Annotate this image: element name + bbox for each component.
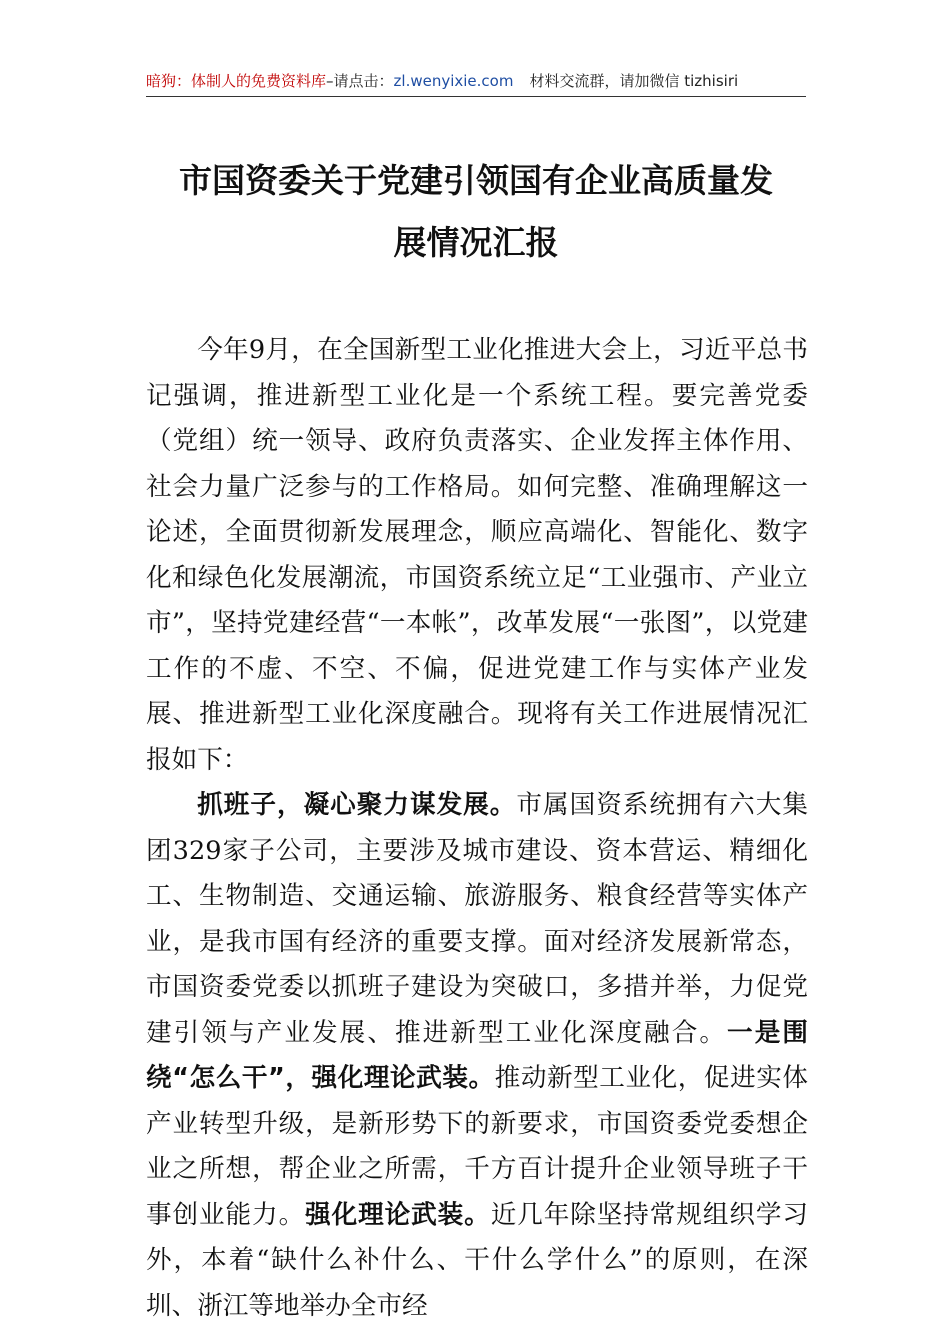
section-text-3: 近几年除坚持常规组织学习外，本着“缺什么补什么、干什么学什么”的原则，在深圳、浙江等地举办全市经 [146,1199,808,1321]
section-text-2: 推动新型工业化，促进实体产业转型升级，是新形势下的新要求，市国资委党委想企业之所想，帮企业之所需，千方百计提升企业领导班子干事创业能力。 [146,1063,808,1230]
header-contact: 材料交流群，请加微信 tizhisiri [529,72,739,90]
header-brand: 暗狗：体制人的免费资料库 [146,72,327,90]
section-point-1-subheading: 强化理论武装。 [305,1199,491,1230]
document-body [146,328,808,1329]
header-prompt: –请点击： [326,72,394,90]
document-title [146,150,806,274]
title-line-2: 展情况汇报 [393,223,559,262]
section-point-1-heading: 一是围绕“怎么干”，强化理论武装。 [146,1017,808,1093]
section-text-1: 市属国资系统拥有六大集团329家子公司，主要涉及城市建设、资本营运、精细化工、生物制造、交通运输、旅游服务、粮食经营等实体产业，是我市国有经济的重要支撑。面对经济发展新常态，市国资委党委以抓班子建设为突破口，多措并举，力促党建引领与产业发展、推进新型工业化深度融合。 [146,790,808,1048]
section-heading: 抓班子，凝心聚力谋发展。 [197,790,517,820]
paragraph-intro: 今年9月，在全国新型工业化推进大会上，习近平总书记强调，推进新型工业化是一个系统工程。要完善党委（党组）统一领导、政府负责落实、企业发挥主体作用、社会力量广泛参与的工作格局。如何完整、准确理解这一论述，全面贯彻新发展理念，顺应高端化、智能化、数字化和绿色化发展潮流，市国资系统立足“工业强市、产业立市”，坚持党建经营“一本帐”，改革发展“一张图”，以党建工作的不虚、不空、不偏，促进党建工作与实体产业发展、推进新型工业化深度融合。现将有关工作进展情况汇报如下： [146,335,808,775]
header-url-link[interactable]: zl.wenyixie.com [393,72,514,90]
paragraph-section-1 [146,783,808,1329]
page-header [146,66,806,97]
title-line-1: 市国资委关于党建引领国有企业高质量发 [179,161,773,200]
